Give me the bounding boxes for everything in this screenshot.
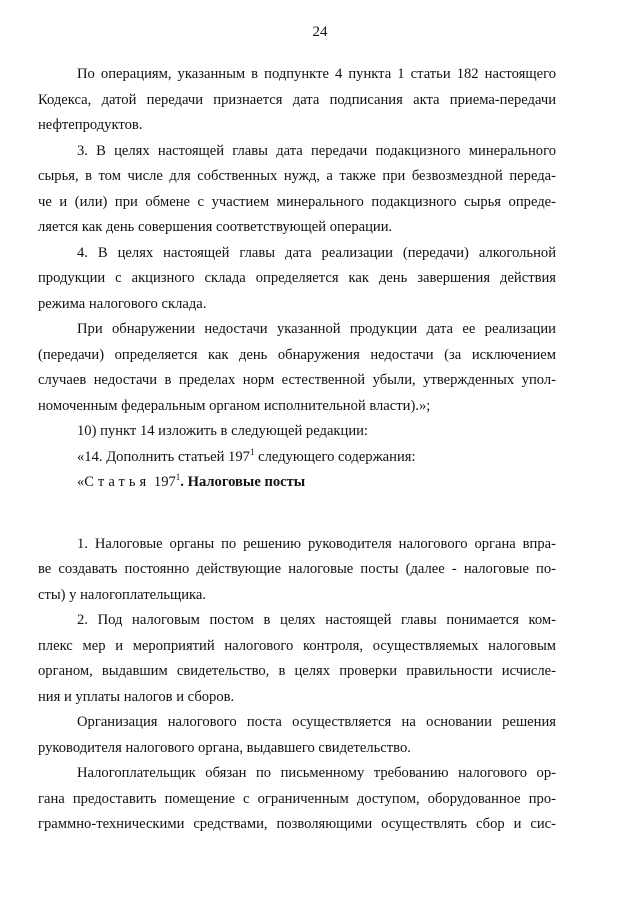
text-line: 4. В целях настоящей главы дата реализации (передачи) алкогольной <box>77 244 556 261</box>
text-line: По операциям, указанным в подпункте 4 пункта 1 статьи 182 настоящего <box>77 66 556 82</box>
amendment-text-before: «14. Дополнить статьей 197 <box>77 448 250 465</box>
text-line: плекс мер и мероприятий налогового контроля, осуществляемых налоговым <box>38 637 556 654</box>
text-line: 10) пункт 14 изложить в следующей редакции: <box>77 423 368 439</box>
page-number: 24 <box>312 24 328 40</box>
spacer <box>38 496 556 521</box>
article-heading <box>38 470 556 496</box>
text-line: 2. Под налоговым постом в целях настоящей главы понимается ком- <box>77 612 556 628</box>
text-line: ния и уплаты налогов и сборов. <box>38 688 235 705</box>
text-line: нефтепродуктов. <box>38 117 143 133</box>
paragraph <box>38 710 556 761</box>
heading-number: 197 <box>153 474 176 490</box>
amendment-text-after: следующего содержания: <box>254 448 416 465</box>
heading-word: Статья <box>84 474 151 490</box>
paragraph <box>38 317 556 419</box>
paragraph <box>38 761 556 838</box>
text-line: гана предоставить помещение с ограниченным доступом, оборудованное про- <box>38 790 556 807</box>
text-line: Организация налогового поста осуществляется на основании решения <box>77 714 556 730</box>
text-line: сырья, в том числе для собственных нужд, а также при безвозмездной переда- <box>38 168 556 184</box>
paragraph <box>38 419 556 445</box>
text-line: органом, выдавшим свидетельство, в целях проверки правильности исчисле- <box>38 663 556 679</box>
text-line: режима налогового склада. <box>38 295 207 312</box>
text-line: продукции с акцизного склада определяется как день завершения действия <box>38 270 556 286</box>
spacer <box>38 521 556 532</box>
text-line: граммно-техническими средствами, позволяющими осуществлять сбор и сис- <box>38 816 556 832</box>
text-line: сты) у налогоплательщика. <box>38 586 207 603</box>
text-line <box>38 445 556 471</box>
text-line: Кодекса, датой передачи признается дата подписания акта приема-передачи <box>38 91 556 108</box>
heading-line <box>38 470 556 496</box>
text-line: руководителя налогового органа, выдавшего свидетельство. <box>38 739 411 756</box>
text-line: 3. В целях настоящей главы дата передачи подакцизного минерального <box>77 142 556 159</box>
text-line: случаев недостачи в пределах норм естественной убыли, утвержденных упол- <box>38 372 556 388</box>
document-body <box>38 62 556 838</box>
text-line: ляется как день совершения соответствующей операции. <box>38 219 393 235</box>
text-line: Налогоплательщик обязан по письменному требованию налогового ор- <box>77 765 556 781</box>
paragraph <box>38 608 556 710</box>
heading-title: . Налоговые посты <box>180 474 306 490</box>
amendment-line <box>38 445 556 471</box>
text-line: ве создавать постоянно действующие налоговые посты (далее - налоговые по- <box>38 561 556 577</box>
text-line: При обнаружении недостачи указанной продукции дата ее реализации <box>77 321 556 337</box>
superscript: 1 <box>249 446 255 457</box>
superscript: 1 <box>175 472 181 482</box>
text-line: номоченным федеральным органом исполнительной власти).»; <box>38 397 431 414</box>
text-line: 1. Налоговые органы по решению руководителя налогового органа впра- <box>77 535 556 552</box>
text-line: (передачи) определяется как день обнаружения недостачи (за исключением <box>38 346 556 363</box>
paragraph <box>38 139 556 241</box>
paragraph <box>38 62 556 139</box>
paragraph <box>38 532 556 609</box>
paragraph <box>38 241 556 318</box>
heading-quote: « <box>77 474 85 490</box>
text-line: че и (или) при обмене с участием минерального подакцизного сырья опреде- <box>38 193 556 210</box>
